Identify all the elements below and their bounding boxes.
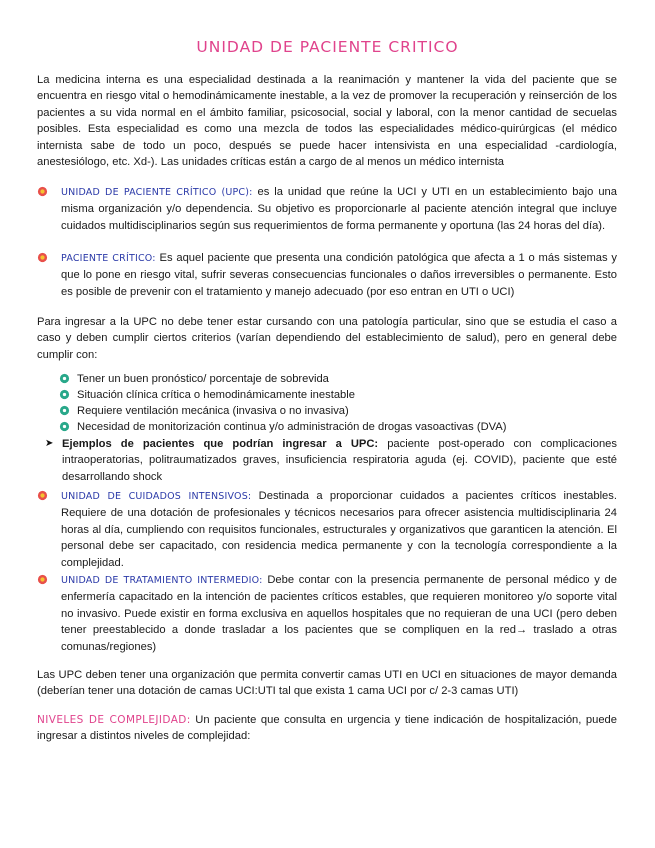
definition-text: Es aquel paciente que presenta una condición patológica que afecta a 1 o más sistemas y que lo pone en riesgo vital, sufrir severas consecuencias funcionales o daños irreversibles o permanente. Esto es posible de prevenir con el tratamiento y manejo adecuado (por eso entran en UTI o UCI) (61, 252, 617, 298)
examples-item (45, 436, 617, 485)
upc-organization-paragraph: Las UPC deben tener una organización que permita convertir camas UTI en UCI en situaciones de mayor demanda (deberían tener una dotación de camas UCI:UTI tal que exista 1 cama UCI por c/ 2-3 camas UTI) (37, 669, 617, 698)
gear-bullet-icon (59, 373, 70, 384)
ring-bullet-icon (37, 252, 48, 263)
criteria-intro-paragraph: Para ingresar a la UPC no debe tener estar cursando con una patología particular, sino que se estudia el caso a caso y deben cumplir ciertos criterios (varían dependiendo del establecimiento de salud), pero en general debe cumplir con: (37, 316, 617, 361)
unit-text: Destinada a proporcionar cuidados a pacientes críticos inestables. Requiere de una dotación de profesionales y técnicos necesarios para ofrecer asistencia multidisciplinaria 24 horas al día, cumpliendo con requisitos funcionales, estructurales y organizativos que garanticen la atención. El personal debe ser capacitado, con residencia medica permanente y con la tecnología correspondiente a la complejidad. (61, 490, 617, 569)
examples-label: Ejemplos de pacientes que podrían ingresar a UPC: (62, 438, 379, 450)
criteria-item (59, 403, 619, 419)
ring-bullet-icon (37, 186, 48, 197)
criteria-item (59, 371, 619, 387)
definition-item-upc (37, 184, 617, 234)
criteria-item (59, 387, 619, 403)
definition-item-paciente-critico (37, 250, 617, 300)
definition-text: es la unidad que reúne la UCI y UTI en un establecimiento bajo una misma organización y/o dependencia. Su objetivo es proporcionarle al paciente atención integral que incluye cuidados multidisciplinarios según sus requerimientos de forma permanente y oportuna (las 24 horas del día). (61, 186, 617, 232)
definition-term: PACIENTE CRÍTICO: (61, 253, 156, 264)
ring-bullet-icon (37, 490, 48, 501)
gear-bullet-icon (59, 389, 70, 400)
gear-bullet-icon (59, 421, 70, 432)
levels-paragraph (37, 712, 617, 745)
unit-item-uci (37, 488, 617, 571)
criteria-text: Necesidad de monitorización continua y/o administración de drogas vasoactivas (DVA) (77, 421, 507, 433)
unit-term: UNIDAD DE CUIDADOS INTENSIVOS: (61, 491, 252, 502)
criteria-text: Situación clínica crítica o hemodinámicamente inestable (77, 389, 355, 401)
criteria-item (59, 419, 619, 435)
unit-text: Debe contar con la presencia permanente de personal médico y de enfermería capacitado en la intención de pacientes críticos estables, que requieren monitoreo y/o soporte vital no invasivo. Puede existir en forma exclusiva en aquellos hospitales que no requieran de una UCI (pero deben tener preestablecido a donde trasladar a los pacientes que se compliquen en la red→ traslado a otras comunas/regiones) (61, 574, 617, 653)
definition-term: UNIDAD DE PACIENTE CRÍTICO (UPC): (61, 187, 253, 198)
levels-text: Un paciente que consulta en urgencia y tiene indicación de hospitalización, puede ingresar a distintos niveles de complejidad: (37, 714, 618, 743)
ring-bullet-icon (37, 574, 48, 585)
levels-term: NIVELES DE COMPLEJIDAD: (37, 714, 191, 726)
arrow-bullet-icon: ➤ (45, 438, 54, 449)
unit-term: UNIDAD DE TRATAMIENTO INTERMEDIO: (61, 575, 263, 586)
examples-text: paciente post-operado con complicaciones intraoperatorias, politraumatizados graves, insuficiencia respiratoria aguda (ej. COVID), paciente que esté desarrollando shock (62, 438, 617, 483)
gear-bullet-icon (59, 405, 70, 416)
criteria-text: Tener un buen pronóstico/ porcentaje de sobrevida (77, 373, 329, 385)
unit-item-uti (37, 572, 617, 655)
criteria-text: Requiere ventilación mecánica (invasiva o no invasiva) (77, 405, 349, 417)
page-title: UNIDAD DE PACIENTE CRITICO (196, 38, 459, 56)
intro-paragraph: La medicina interna es una especialidad destinada a la reanimación y mantener la vida del paciente que se encuentra en riesgo vital o hemodinámicamente inestable, a la vez de promover la recuperación y reinserción de los pacientes a su vida normal en el ámbito familiar, psicosocial, social y laboral, con la menor cantidad de secuelas posibles. Esta especialidad es como una mezcla de todos las especialidades médico-quirúrgicas (el médico internista sabe de todo un poco, después se puede hacer intensivista en una especialidad -cardiología, anestesiólogo, etc. Xd-). Las unidades críticas están a cargo de al menos un médico internista (37, 74, 617, 169)
